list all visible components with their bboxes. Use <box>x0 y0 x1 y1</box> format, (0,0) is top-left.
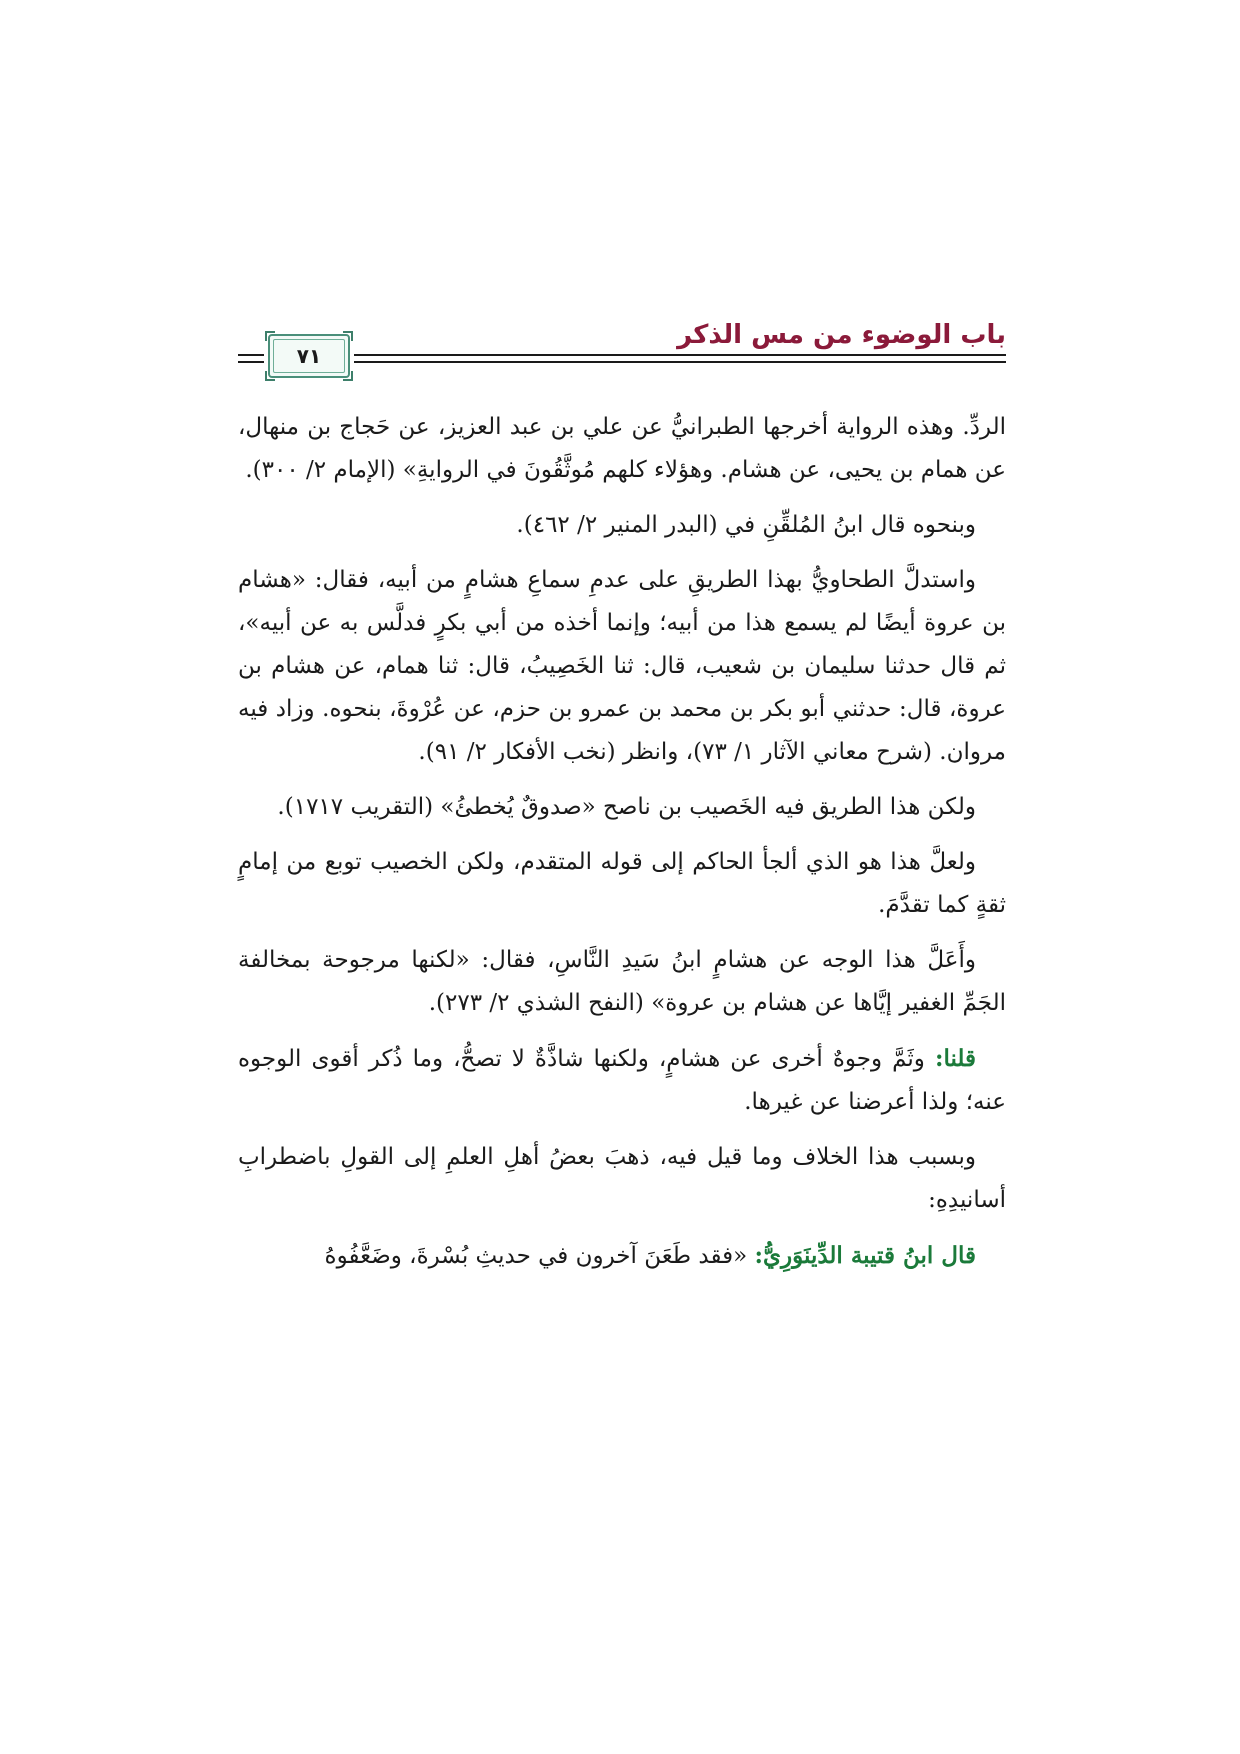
paragraph: واستدلَّ الطحاويُّ بهذا الطريقِ على عدمِ سماعِ هشامٍ من أبيه، فقال: «هشام بن عروة أيضًا لم يسمع هذا من أبيه؛ وإنما أخذه من أبي بكرٍ فدلَّس به عن أبيه»، ثم قال حدثنا سليمان بن شعيب، قال: ثنا الخَصِيبُ، قال: ثنا همام، عن هشام بن عروة، قال: حدثني أبو بكر بن محمد بن عمرو بن حزم، عن عُرْوةَ، بنحوه. وزاد فيه مروان. (شرح معاني الآثار ١/ ٧٣)، وانظر (نخب الأفكار ٢/ ٩١). <box>238 567 1006 765</box>
paragraph: ولكن هذا الطريق فيه الخَصيب بن ناصح «صدوقٌ يُخطئُ» (التقريب ١٧١٧). <box>277 794 976 820</box>
header-rule <box>238 354 264 356</box>
paragraph-text: وثَمَّ وجوهٌ أخرى عن هشامٍ، ولكنها شاذَّةٌ لا تصحُّ، وما ذُكر أقوى الوجوه عنه؛ ولذا أعرضنا عن غيرها. <box>238 1046 1006 1115</box>
page-header <box>238 318 1006 378</box>
ornament-icon <box>343 371 353 381</box>
page-number: ٧١ <box>296 344 322 368</box>
header-rule <box>238 361 264 363</box>
header-rule <box>354 361 1006 363</box>
paragraph: وبنحوه قال ابنُ المُلقِّنِ في (البدر المنير ٢/ ٤٦٢). <box>516 512 976 538</box>
body-text <box>238 406 1006 1290</box>
header-rule <box>354 354 1006 356</box>
paragraph-text: «فقد طَعَنَ آخرون في حديثِ بُسْرةَ، وضَعَّفُوهُ <box>324 1243 748 1269</box>
paragraph: الردِّ. وهذه الرواية أخرجها الطبرانيُّ عن علي بن عبد العزيز، عن حَجاج بن منهال، عن همام بن يحيى، عن هشام. وهؤلاء كلهم مُوثَّقُونَ في الروايةِ» (الإمام ٢/ ٣٠٠). <box>238 414 1006 483</box>
paragraph: ولعلَّ هذا هو الذي ألجأ الحاكم إلى قوله المتقدم، ولكن الخصيب توبع من إمامٍ ثقةٍ كما تقدَّمَ. <box>238 849 1006 918</box>
ornament-icon <box>343 331 353 341</box>
paragraph <box>238 1037 1006 1124</box>
paragraph-label: قلنا: <box>934 1045 977 1072</box>
paragraph <box>238 1234 1006 1278</box>
ornament-icon <box>265 371 275 381</box>
ornament-icon <box>265 331 275 341</box>
chapter-title: باب الوضوء من مس الذكر <box>677 320 1006 350</box>
paragraph: وبسبب هذا الخلاف وما قيل فيه، ذهبَ بعضُ أهلِ العلمِ إلى القولِ باضطرابِ أسانيدِهِ: <box>238 1144 1006 1213</box>
page-number-badge <box>268 334 350 378</box>
paragraph-label: قال ابنُ قتيبة الدِّينَوَرِيُّ: <box>754 1242 976 1269</box>
paragraph: وأَعَلَّ هذا الوجه عن هشامٍ ابنُ سَيدِ النَّاسِ، فقال: «لكنها مرجوحة بمخالفة الجَمِّ الغفير إيَّاها عن هشام بن عروة» (النفح الشذي ٢/ ٢٧٣). <box>238 947 1006 1016</box>
